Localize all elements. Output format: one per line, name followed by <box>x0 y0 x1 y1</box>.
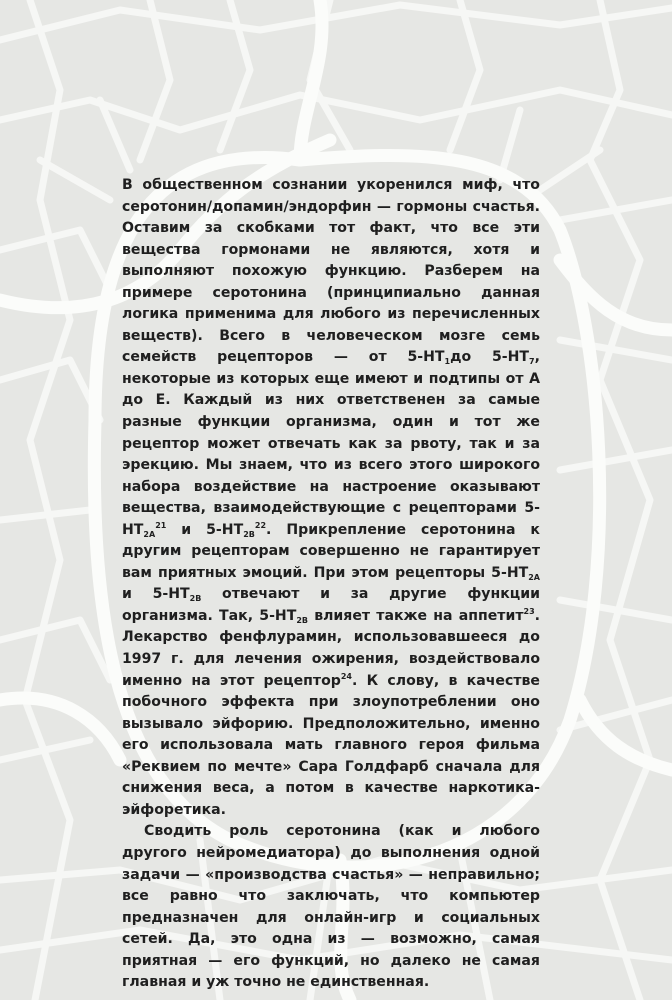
subscript: 2В <box>296 615 308 625</box>
subscript: 1 <box>444 357 451 367</box>
footnote-ref: 21 <box>155 520 167 530</box>
paragraph-2: Сводить роль серотонина (как и любого другого нейромедиатора) до выполнения одной задачи — «производства счастья» — неправильно; все равно что заключать, что компьютер предназначен для онлайн-игр и социальных сетей. Да, это одна из — возможно, самая приятная — его функций, но далеко не самая главная и уж точно не единственная. <box>122 823 540 991</box>
footnote-ref: 24 <box>340 671 352 681</box>
text-run: и 5-НТ <box>166 521 244 538</box>
text-run: . Прикрепление серотонина к другим рецепторам совершенно не гарантирует вам приятных эмоций. При этом рецепторы 5-НТ <box>122 521 540 581</box>
paragraph-1 <box>122 175 540 821</box>
text-run: . Лекарство фенфлурамин, использовавшееся до 1997 г. для лечения ожирения, воздействовало именно на этот рецептор <box>122 607 540 689</box>
footnote-ref: 22 <box>254 520 267 530</box>
footnote-ref: 23 <box>523 606 535 616</box>
text-run: В общественном сознании укоренился миф, что серотонин/допамин/эндорфин — гормоны счастья. Оставим за скобками тот факт, что все эти вещества гормонами не являются, хотя и выполняют похожую функцию. Разберем на примере серотонина (принципиально данная логика применима для любого из перечисленных веществ). Всего в человеческом мозге семь семейств рецепторов — от 5-НТ <box>122 177 540 366</box>
subscript: 2А <box>528 572 540 582</box>
subscript: 2А <box>143 529 156 539</box>
subscript: 2В <box>243 529 255 539</box>
text-run: , некоторые из которых еще имеют и подтипы от А до Е. Каждый из них ответственен за самые разные функции организма, один и тот же рецептор может отвечать как за рвоту, так и за эрекцию. Мы знаем, что из всего этого широкого набора воздействие на настроение оказывают вещества, взаимодействующие с рецепторами 5-НТ <box>122 349 540 538</box>
text-run: и 5-НТ <box>122 586 190 603</box>
subscript: 7 <box>529 357 535 367</box>
subscript: 2В <box>189 594 202 604</box>
text-run: влияет также на аппетит <box>308 607 524 624</box>
main-text-block <box>122 175 540 994</box>
text-run: отвечают и за другие функции организма. Так, 5-НТ <box>122 586 540 624</box>
text-run: до 5-НТ <box>450 349 530 366</box>
text-run: . К слову, в качестве побочного эффекта при злоупотреблении оно вызывало эйфорию. Предположительно, именно его использовала мать главного героя фильма «Реквием по мечте» Сара Голдфарб сначала для снижения веса, а потом в качестве наркотика-эйфоретика. <box>122 672 540 818</box>
